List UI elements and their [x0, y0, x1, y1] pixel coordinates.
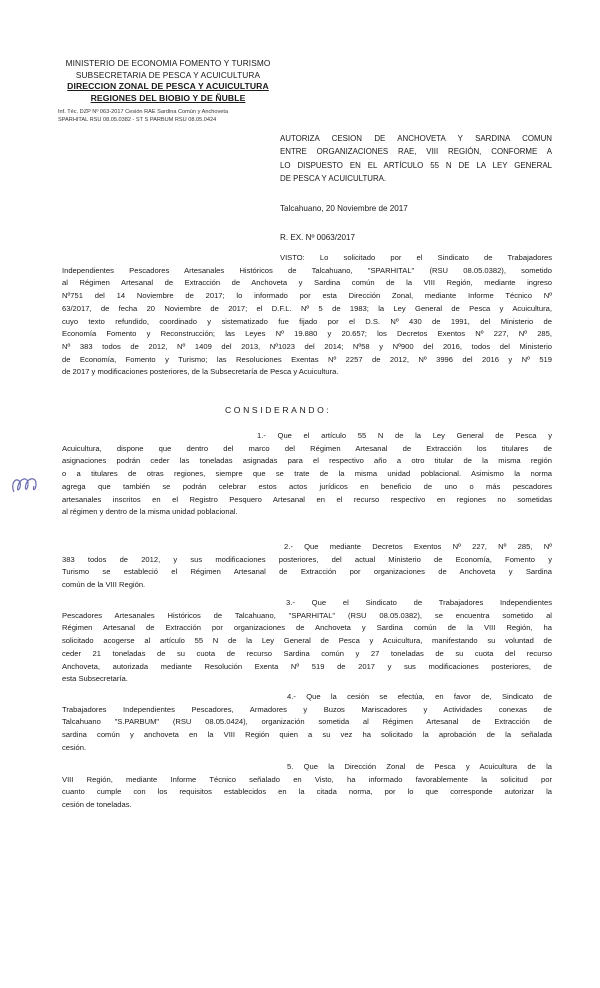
resolution-subject: [280, 132, 552, 186]
ministry-header: [62, 58, 274, 104]
c1-line-4: o a titulares de otras regiones, siempre que se trate de la misma unidad poblacional. Asimismo la norma: [62, 469, 552, 479]
c3-line-7: esta Subsecretaría.: [62, 674, 128, 684]
considerando-title: CONSIDERANDO:: [225, 405, 332, 415]
c4-line-3: Talcahuano "S.PARBUM" (RSU 08.05.0424), organización sometida al Régimen Artesanal de Extracción de: [62, 717, 552, 727]
c4-line-2: Trabajadores Independientes Pescadores, Armadores y Buzos Mariscadores y Actividades conexas de: [62, 704, 552, 714]
subject-line-3: LO DISPUESTO EN EL ARTÍCULO 55 N DE LA LEY GENERAL: [280, 160, 552, 170]
considerando-4: [62, 691, 552, 755]
considerando-1: [62, 430, 552, 519]
document-date: Talcahuano, 20 Noviembre de 2017: [280, 204, 408, 213]
c2-line-1: 2.- Que mediante Decretos Exentos Nº 227, Nº 285, Nº: [284, 542, 552, 551]
subject-line-1: AUTORIZA CESION DE ANCHOVETA Y SARDINA COMUN: [280, 134, 552, 143]
c4-line-5: cesión.: [62, 742, 87, 752]
visto-line-3: al Régimen Artesanal de Extracción de Anchoveta y Sardina común de la VIII Región, mediante ingreso: [62, 278, 552, 288]
c3-line-5: ceder 21 toneladas de su cuota de recurso Sardina común y 27 toneladas de su cuota del recurso: [62, 648, 552, 658]
visto-line-1: VISTO: Lo solicitado por el Sindicato de Trabajadores: [280, 253, 552, 262]
c3-line-4: solicitado acogerse al artículo 55 N de la Ley General de Pesca y Acuicultura, manifestando su voluntad de: [62, 636, 552, 646]
c1-line-6: artesanales inscritos en el Registro Pesquero Artesanal en el recurso respectivo en regiones no sometidas: [62, 494, 552, 504]
visto-line-5: 63/2017, de fecha 20 Noviembre de 2017; el D.F.L. Nº 5 de 1983; la Ley General de Pesca y Acuicultura,: [62, 303, 552, 313]
c1-line-3: asignaciones podrán ceder las toneladas asignadas para el respectivo año a otro titular de la misma región: [62, 456, 552, 466]
handwritten-mark: [6, 470, 46, 500]
c1-line-1: 1.- Que el artículo 55 N de la Ley General de Pesca y: [257, 431, 552, 440]
c3-line-6: Anchoveta, autorizada mediante Resolución Exenta Nº 519 de 2017 y sus modificaciones posteriores, de: [62, 661, 552, 671]
considerando-2: [62, 541, 552, 592]
resolution-number: R. EX. Nº 0063/2017: [280, 233, 355, 242]
subject-line-4: DE PESCA Y ACUICULTURA.: [280, 174, 387, 184]
c1-line-7: al régimen y dentro de la misma unidad poblacional.: [62, 507, 238, 517]
visto-line-4: Nº751 del 14 Noviembre de 2017; lo informado por esta Dirección Zonal, mediante Informe Técnico Nº: [62, 291, 552, 301]
c5-line-1: 5. Que la Dirección Zonal de Pesca y Acuicultura de la: [287, 762, 552, 771]
visto-line-8: Nº 383 todos de 2012, Nº 1409 del 2013, Nº1023 del 2014; Nº58 y Nº900 del 2016, todos del Ministerio: [62, 341, 552, 351]
visto-line-10: de 2017 y modificaciones posteriores, de la Subsecretaría de Pesca y Acuicultura.: [62, 367, 339, 377]
header-regiones: REGIONES DEL BIOBIO Y DE ÑUBLE: [90, 92, 246, 103]
c1-line-5: agrega que también se podrán celebrar estos actos jurídicos en beneficio de uno o más pescadores: [62, 481, 552, 491]
header-subsecretaria: SUBSECRETARIA DE PESCA Y ACUICULTURA: [75, 69, 261, 80]
reference-lines: [58, 108, 278, 125]
c2-line-3: Turismo se estableció el Régimen Artesanal de Extracción por organizaciones de Anchoveta y Sardina: [62, 567, 552, 577]
c3-line-2: Pescadores Artesanales Históricos de Talcahuano, "SPARHITAL" (RSU 08.05.0382), se encuentra sometido al: [62, 610, 552, 620]
visto-line-7: Economía Fomento y Reconstrucción; las Leyes Nº 19.880 y 20.657; los Decretos Exentos Nº 227, Nº 285,: [62, 329, 552, 339]
subject-line-2: ENTRE ORGANIZACIONES RAE, VIII REGIÓN, CONFORME A: [280, 147, 552, 157]
c5-line-2: VIII Región, mediante Informe Técnico señalado en Visto, ha informado favorablemente la solicitud por: [62, 774, 552, 784]
c4-line-1: 4.- Que la cesión se efectúa, en favor de, Sindicato de: [287, 692, 552, 701]
visto-paragraph: [62, 252, 552, 379]
visto-line-9: de Economía, Fomento y Turismo; las Resoluciones Exentas Nº 2257 de 2012, Nº 3996 del 2016 y Nº 519: [62, 354, 552, 364]
reference-line-2: SPARHITAL RSU 08.05.0382 - ST S PARBUM RSU 08.05.0424: [58, 117, 217, 124]
c5-line-4: cesión de toneladas.: [62, 800, 132, 810]
c1-line-2: Acuicultura, dispone que dentro del marco del Régimen Artesanal de Extracción los titulares de: [62, 443, 552, 453]
considerando-3: [62, 597, 552, 686]
reference-line-1: Inf. Téc. DZP Nº 063-2017 Cesión RAE Sardina Común y Anchoveta: [58, 109, 229, 115]
c3-line-1: 3.- Que el Sindicato de Trabajadores Independientes: [286, 598, 552, 607]
c5-line-3: cuanto cumple con los requisitos establecidos en la citada norma, por lo que corresponde autorizar la: [62, 787, 552, 797]
visto-line-2: Independientes Pescadores Artesanales Históricos de Talcahuano, "SPARHITAL" (RSU 08.05.0382), sometido: [62, 265, 552, 275]
visto-line-6: cuyo texto refundido, coordinado y sistematizado fue fijado por el D.S. Nº 430 de 1991, del Ministerio de: [62, 316, 552, 326]
header-ministry: MINISTERIO DE ECONOMIA FOMENTO Y TURISMO: [65, 58, 271, 68]
considerando-5: [62, 761, 552, 812]
c2-line-4: común de la VIII Región.: [62, 580, 146, 590]
header-direccion-zonal: DIRECCION ZONAL DE PESCA Y ACUICULTURA: [67, 81, 269, 91]
c2-line-2: 383 todos de 2012, y sus modificaciones posteriores, del actual Ministerio de Economía, Fomento y: [62, 554, 552, 564]
c4-line-4: sardina común y anchoveta en la VIII Región quien a su vez ha solicitado la aprobación de la señalada: [62, 730, 552, 740]
c3-line-3: Régimen Artesanal de Extracción por organizaciones de Anchoveta y Sardina común de la VIII Región, ha: [62, 623, 552, 633]
